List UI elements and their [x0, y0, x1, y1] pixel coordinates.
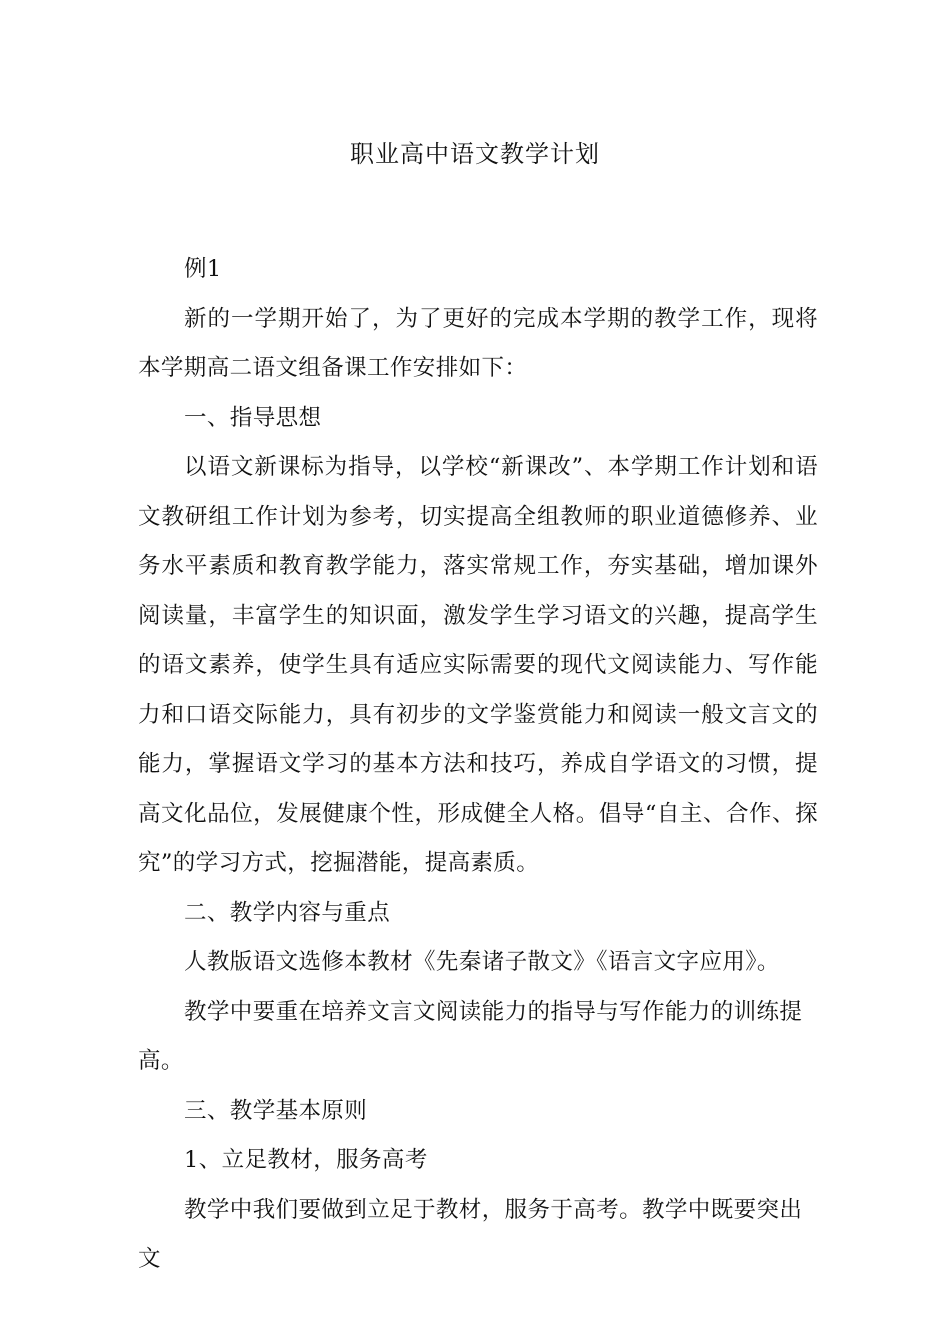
paragraph-intro: 新的一学期开始了，为了更好的完成本学期的教学工作，现将本学期高二语文组备课工作安排如下：: [138, 305, 818, 381]
paragraph-principle-1: 教学中我们要做到立足于教材，服务于高考。教学中既要突出文: [138, 1196, 803, 1272]
document-title: 职业高中语文教学计划: [350, 140, 600, 168]
heading-guiding-ideology: 一、指导思想: [184, 404, 322, 431]
paragraph-teaching-focus: 教学中要重在培养文言文阅读能力的指导与写作能力的训练提高。: [138, 998, 803, 1074]
paragraph-guiding-ideology: 以语文新课标为指导，以学校“新课改”、本学期工作计划和语文教研组工作计划为参考，切实提高全组教师的职业道德修养、业务水平素质和教育教学能力，落实常规工作，夯实基础，增加课外阅读量，丰富学生的知识面，激发学生学习语文的兴趣，提高学生的语文素养，使学生具有适应实际需要的现代文阅读能力、写作能力和口语交际能力，具有初步的文学鉴赏能力和阅读一般文言文的能力，掌握语文学习的基本方法和技巧，养成自学语文的习惯，提高文化品位，发展健康个性，形成健全人格。倡导“自主、合作、探究”的学习方式，挖掘潜能，提高素质。: [138, 454, 818, 876]
paragraph-textbooks: 人教版语文选修本教材《先秦诸子散文》《语言文字应用》。: [184, 949, 780, 975]
heading-basic-principles: 三、教学基本原则: [184, 1097, 368, 1124]
heading-teaching-content: 二、教学内容与重点: [184, 899, 391, 926]
subheading-principle-1: 1、立足教材，服务高考: [184, 1147, 428, 1173]
paragraph-example-label: 例1: [184, 256, 222, 282]
document-body: [138, 245, 818, 1285]
